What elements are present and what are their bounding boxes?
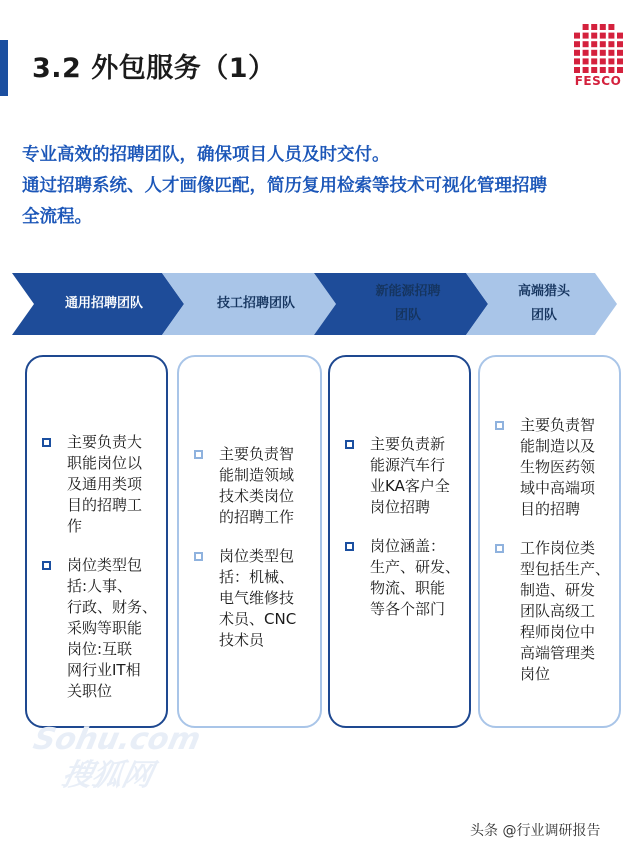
logo-dot xyxy=(574,33,580,39)
logo-dot xyxy=(591,33,597,39)
watermark: Sohu.com 搜狐网 xyxy=(30,722,204,793)
team-card-headhunt xyxy=(478,355,621,728)
intro-line: 专业高效的招聘团队，确保项目人员及时交付。 xyxy=(22,145,390,165)
team-card-new-energy xyxy=(328,355,471,728)
logo-dot xyxy=(583,67,589,73)
footer-source: 头条 @行业调研报告 xyxy=(470,823,601,839)
logo-dot xyxy=(583,58,589,64)
logo-dot xyxy=(574,67,580,73)
logo-text: FESCO xyxy=(574,74,622,88)
item-lines: 主要负责智 能制造以及 生物医药领 域中高端项 目的招聘 xyxy=(520,416,596,518)
logo-dot xyxy=(574,41,580,47)
item-lines: 岗位类型包 括:人事、 行政、财务、 采购等职能 岗位:互联 网行业IT相 关职位 xyxy=(67,556,158,700)
logo-dot xyxy=(608,33,614,39)
logo-dot xyxy=(591,24,597,30)
logo-dot xyxy=(600,50,606,56)
logo-dot xyxy=(617,41,623,47)
logo-dot xyxy=(583,24,589,30)
logo-dot xyxy=(608,41,614,47)
square-bullet-icon xyxy=(194,552,203,561)
intro-text xyxy=(22,140,622,233)
logo-dot xyxy=(608,58,614,64)
list-item xyxy=(179,546,320,651)
logo-dot xyxy=(608,50,614,56)
logo-dot xyxy=(617,58,623,64)
chevron-label: 新能源招聘 团队 xyxy=(375,284,441,323)
logo-dot xyxy=(591,50,597,56)
list-item xyxy=(330,434,469,518)
logo-dot xyxy=(617,50,623,56)
logo-dot xyxy=(608,24,614,30)
logo-dot xyxy=(600,58,606,64)
list-item xyxy=(27,432,166,537)
logo-dot xyxy=(591,41,597,47)
item-lines: 岗位涵盖： 生产、研发、 物流、职能 等各个部门 xyxy=(370,537,461,618)
logo-dot xyxy=(617,67,623,73)
square-bullet-icon xyxy=(42,561,51,570)
logo-dot xyxy=(600,41,606,47)
logo-dot xyxy=(600,33,606,39)
logo-dot xyxy=(583,50,589,56)
title-accent-bar xyxy=(0,40,8,96)
list-item xyxy=(480,538,619,685)
logo-dot xyxy=(574,50,580,56)
chevron-label: 技工招聘团队 xyxy=(216,296,295,311)
square-bullet-icon xyxy=(194,450,203,459)
logo-dot xyxy=(583,33,589,39)
chevron-label: 通用招聘团队 xyxy=(64,296,143,311)
logo-dot xyxy=(617,33,623,39)
square-bullet-icon xyxy=(345,542,354,551)
list-item xyxy=(27,555,166,702)
square-bullet-icon xyxy=(345,440,354,449)
square-bullet-icon xyxy=(495,544,504,553)
team-card-technician xyxy=(177,355,322,728)
list-item xyxy=(330,536,469,620)
item-lines: 岗位类型包 括：机械、 电气维修技 术员、CNC 技术员 xyxy=(219,547,297,649)
item-lines: 主要负责智 能制造领域 技术类岗位 的招聘工作 xyxy=(219,445,295,526)
logo-dot xyxy=(591,58,597,64)
item-lines: 主要负责新 能源汽车行 业KA客户全 岗位招聘 xyxy=(370,435,450,516)
logo-dot xyxy=(574,58,580,64)
intro-line: 全流程。 xyxy=(22,207,92,227)
list-item xyxy=(179,444,320,528)
logo-dot xyxy=(600,24,606,30)
logo-dot xyxy=(583,41,589,47)
logo-dot xyxy=(600,67,606,73)
intro-line: 通过招聘系统、人才画像匹配，简历复用检索等技术可视化管理招聘 xyxy=(22,176,547,196)
item-lines: 主要负责大 职能岗位以 及通用类项 目的招聘工 作 xyxy=(67,433,143,535)
square-bullet-icon xyxy=(495,421,504,430)
item-lines: 工作岗位类 型包括生产、 制造、研发 团队高级工 程师岗位中 高端管理类 岗位 xyxy=(520,539,611,683)
list-item xyxy=(480,415,619,520)
team-card-general xyxy=(25,355,168,728)
logo-dot xyxy=(608,67,614,73)
square-bullet-icon xyxy=(42,438,51,447)
logo-dot xyxy=(591,67,597,73)
chevron-label: 高端猎头 团队 xyxy=(517,284,570,323)
page-title: 3.2 外包服务（1） xyxy=(32,53,276,84)
